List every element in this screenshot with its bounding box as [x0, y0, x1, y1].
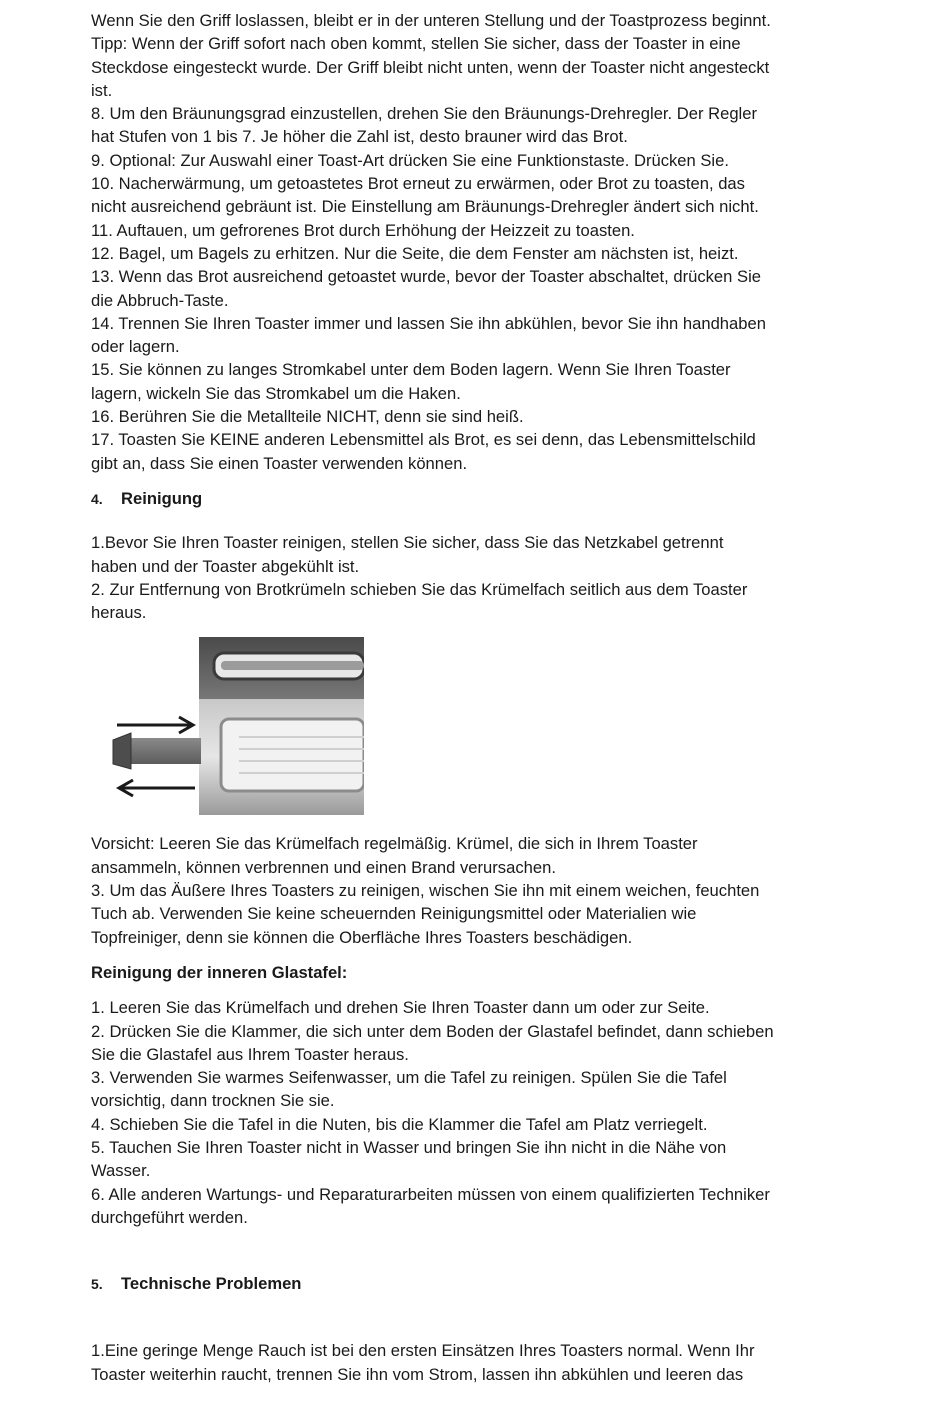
- document-page: [91, 9, 866, 1386]
- troubleshooting-text: [91, 1339, 866, 1386]
- text-line: 2. Drücken Sie die Klammer, die sich unter dem Boden der Glastafel befindet, dann schieben: [91, 1021, 774, 1041]
- text-line: oder lagern.: [91, 337, 180, 357]
- text-line: vorsichtig, dann trocknen Sie sie.: [91, 1091, 335, 1111]
- section-number: 5.: [91, 1276, 103, 1293]
- text-line: 1.Eine geringe Menge Rauch ist bei den ersten Einsätzen Ihres Toasters normal. Wenn Ihr: [91, 1341, 755, 1361]
- text-line: 1.Bevor Sie Ihren Toaster reinigen, stellen Sie sicher, dass Sie das Netzkabel getrennt: [91, 533, 724, 553]
- text-line: Topfreiniger, denn sie können die Oberfläche Ihres Toasters beschädigen.: [91, 927, 633, 947]
- text-line: ist.: [91, 80, 113, 100]
- text-line: Wasser.: [91, 1161, 151, 1181]
- text-line: haben und der Toaster abgekühlt ist.: [91, 556, 360, 576]
- text-line: 15. Sie können zu langes Stromkabel unter dem Boden lagern. Wenn Sie Ihren Toaster: [91, 360, 731, 380]
- text-line: 2. Zur Entfernung von Brotkrümeln schieben Sie das Krümelfach seitlich aus dem Toaster: [91, 579, 748, 599]
- glass-window: [221, 719, 364, 791]
- text-line: Tuch ab. Verwenden Sie keine scheuernden Reinigungsmittel oder Materialien wie: [91, 904, 697, 924]
- cleaning-after-figure: [91, 832, 866, 948]
- text-line: 12. Bagel, um Bagels zu erhitzen. Nur die Seite, die dem Fenster am nächsten ist, heizt.: [91, 243, 739, 263]
- text-line: 3. Verwenden Sie warmes Seifenwasser, um die Tafel zu reinigen. Spülen Sie die Tafel: [91, 1068, 727, 1088]
- section-title: Reinigung: [121, 488, 203, 508]
- text-line: ansammeln, können verbrennen und einen Brand verursachen.: [91, 857, 556, 877]
- text-line: 1. Leeren Sie das Krümelfach und drehen Sie Ihren Toaster dann um oder zur Seite.: [91, 998, 710, 1018]
- text-line: 4. Schieben Sie die Tafel in die Nuten, bis die Klammer die Tafel am Platz verriegelt.: [91, 1114, 708, 1134]
- arrow-in: [117, 717, 193, 733]
- text-line: 9. Optional: Zur Auswahl einer Toast-Art drücken Sie eine Funktionstaste. Drücken Sie.: [91, 150, 729, 170]
- text-line: 5. Tauchen Sie Ihren Toaster nicht in Wasser und bringen Sie ihn nicht in die Nähe von: [91, 1137, 727, 1157]
- instructions-continued: [91, 9, 866, 475]
- text-line: 11. Auftauen, um gefrorenes Brot durch Erhöhung der Heizzeit zu toasten.: [91, 220, 635, 240]
- text-line: Vorsicht: Leeren Sie das Krümelfach regelmäßig. Krümel, die sich in Ihrem Toaster: [91, 834, 698, 854]
- text-line: hat Stufen von 1 bis 7. Je höher die Zahl ist, desto brauner wird das Brot.: [91, 127, 628, 147]
- text-line: 6. Alle anderen Wartungs- und Reparaturarbeiten müssen von einem qualifizierten Techniker: [91, 1184, 770, 1204]
- crumb-tray-illustration: [99, 637, 364, 815]
- glass-panel-heading: Reinigung der inneren Glastafel:: [91, 962, 348, 982]
- text-line: 8. Um den Bräunungsgrad einzustellen, drehen Sie den Bräunungs-Drehregler. Der Regler: [91, 104, 757, 124]
- text-line: durchgeführt werden.: [91, 1207, 248, 1227]
- text-line: nicht ausreichend gebräunt ist. Die Einstellung am Bräunungs-Drehregler ändert sich nicht.: [91, 197, 759, 217]
- section-heading-technische-problemen: [91, 1272, 866, 1296]
- text-line: 3. Um das Äußere Ihres Toasters zu reinigen, wischen Sie ihn mit einem weichen, feuchten: [91, 881, 760, 901]
- text-line: 17. Toasten Sie KEINE anderen Lebensmittel als Brot, es sei denn, das Lebensmittelschild: [91, 430, 756, 450]
- text-line: Tipp: Wenn der Griff sofort nach oben kommt, stellen Sie sicher, dass der Toaster in eine: [91, 34, 741, 54]
- text-line: 10. Nacherwärmung, um getoastetes Brot erneut zu erwärmen, oder Brot zu toasten, das: [91, 174, 745, 194]
- text-line: heraus.: [91, 603, 147, 623]
- text-line: 14. Trennen Sie Ihren Toaster immer und lassen Sie ihn abkühlen, bevor Sie ihn handhaben: [91, 313, 766, 333]
- text-line: Steckdose eingesteckt wurde. Der Griff bleibt nicht unten, wenn der Toaster nicht angesteckt: [91, 57, 770, 77]
- text-line: Sie die Glastafel aus Ihrem Toaster heraus.: [91, 1044, 409, 1064]
- text-line: Wenn Sie den Griff loslassen, bleibt er in der unteren Stellung und der Toastprozess beginnt.: [91, 11, 771, 30]
- text-line: die Abbruch-Taste.: [91, 290, 229, 310]
- crumb-tray: [129, 738, 201, 764]
- glass-panel-steps: [91, 996, 866, 1229]
- text-line: 13. Wenn das Brot ausreichend getoastet wurde, bevor der Toaster abschaltet, drücken Sie: [91, 267, 761, 287]
- section-heading-reinigung: [91, 487, 866, 511]
- crumb-tray-handle: [113, 733, 131, 769]
- text-line: 16. Berühren Sie die Metallteile NICHT, denn sie sind heiß.: [91, 407, 524, 427]
- text-line: Toaster weiterhin raucht, trennen Sie ihn vom Strom, lassen ihn abkühlen und leeren das: [91, 1364, 744, 1384]
- arrow-out: [119, 780, 195, 796]
- text-line: gibt an, dass Sie einen Toaster verwenden können.: [91, 453, 468, 473]
- section-number: 4.: [91, 490, 103, 507]
- cleaning-intro: [91, 531, 866, 624]
- section-title: Technische Problemen: [121, 1274, 302, 1294]
- text-line: lagern, wickeln Sie das Stromkabel um die Haken.: [91, 383, 461, 403]
